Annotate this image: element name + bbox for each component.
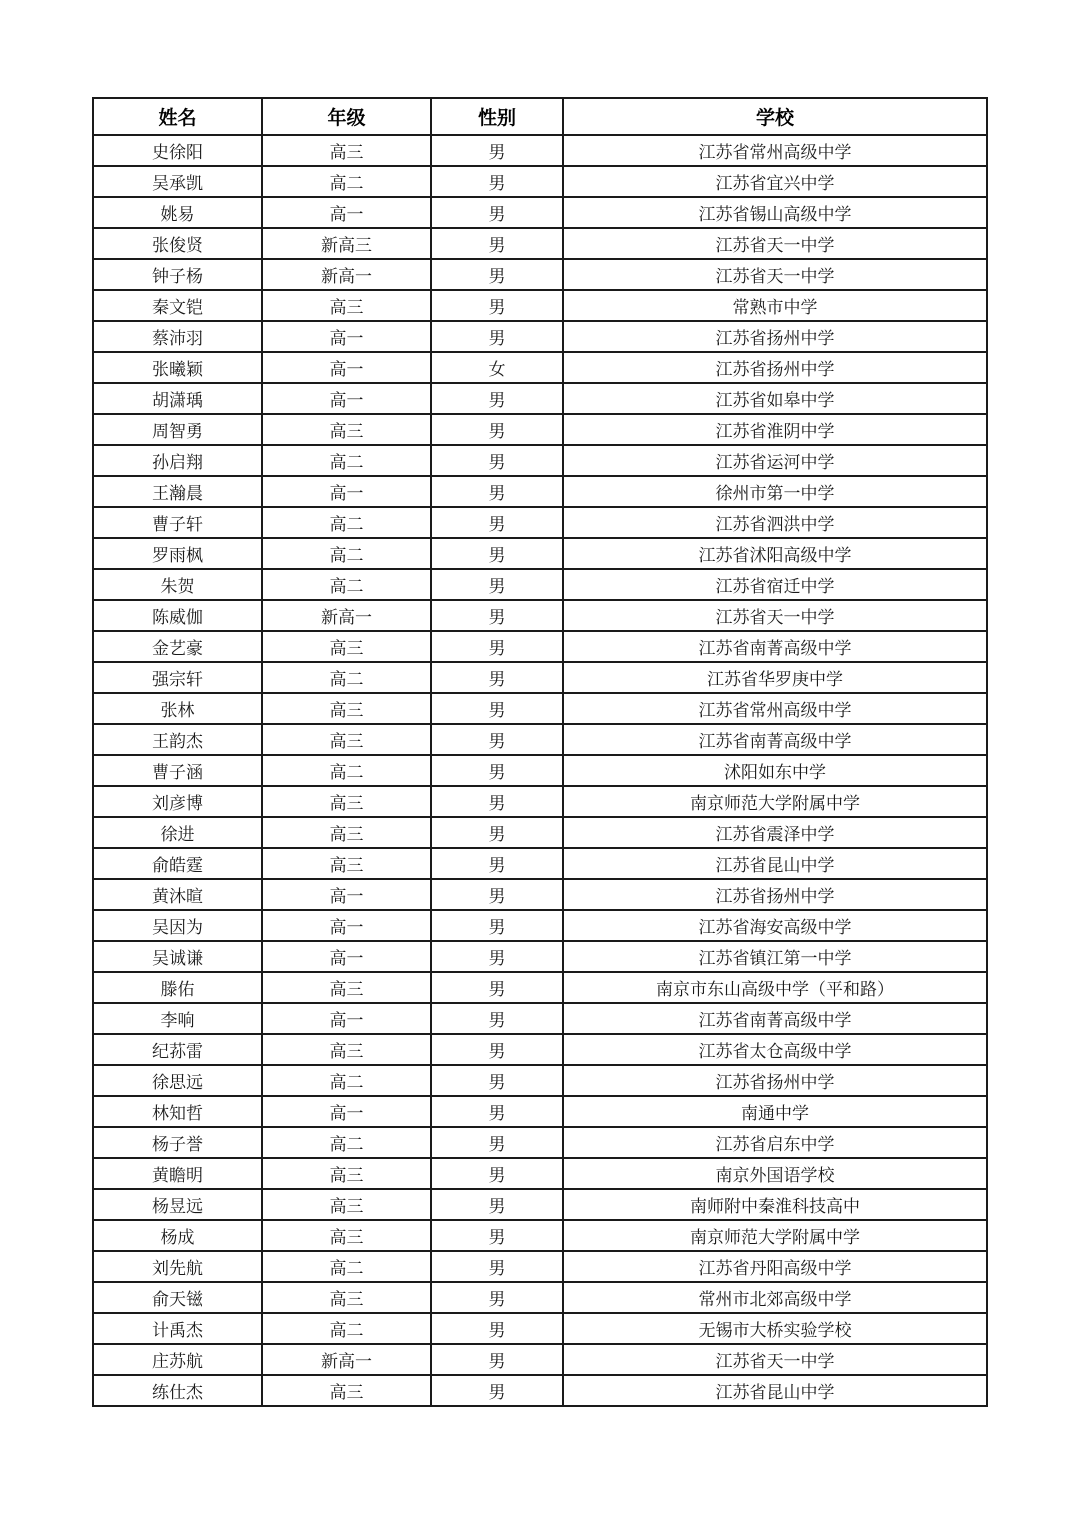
name-cell: 李响: [93, 1003, 262, 1034]
gender-cell: 男: [431, 507, 563, 538]
column-header-gender: 性别: [431, 98, 563, 135]
grade-cell: 高二: [262, 445, 431, 476]
school-cell: 江苏省太仓高级中学: [563, 1034, 987, 1065]
school-cell: 江苏省运河中学: [563, 445, 987, 476]
name-cell: 杨子誉: [93, 1127, 262, 1158]
grade-cell: 高一: [262, 941, 431, 972]
grade-cell: 高三: [262, 1189, 431, 1220]
gender-cell: 男: [431, 693, 563, 724]
school-cell: 江苏省扬州中学: [563, 879, 987, 910]
grade-cell: 高三: [262, 724, 431, 755]
table-row: [93, 445, 987, 476]
gender-cell: 男: [431, 414, 563, 445]
grade-cell: 高三: [262, 848, 431, 879]
gender-cell: 男: [431, 786, 563, 817]
table-row: [93, 228, 987, 259]
school-cell: 江苏省昆山中学: [563, 1375, 987, 1406]
gender-cell: 男: [431, 290, 563, 321]
table-row: [93, 1251, 987, 1282]
gender-cell: 男: [431, 1003, 563, 1034]
school-cell: 江苏省天一中学: [563, 228, 987, 259]
gender-cell: 男: [431, 228, 563, 259]
school-cell: 无锡市大桥实验学校: [563, 1313, 987, 1344]
gender-cell: 男: [431, 848, 563, 879]
grade-cell: 高二: [262, 166, 431, 197]
grade-cell: 高三: [262, 693, 431, 724]
table-row: [93, 1375, 987, 1406]
table-row: [93, 662, 987, 693]
name-cell: 王韵杰: [93, 724, 262, 755]
table-row: [93, 879, 987, 910]
name-cell: 史徐阳: [93, 135, 262, 166]
table-row: [93, 538, 987, 569]
gender-cell: 男: [431, 259, 563, 290]
grade-cell: 高一: [262, 1003, 431, 1034]
grade-cell: 高一: [262, 383, 431, 414]
name-cell: 杨昱远: [93, 1189, 262, 1220]
table-row: [93, 1096, 987, 1127]
table-row: [93, 1282, 987, 1313]
table-row: [93, 941, 987, 972]
gender-cell: 男: [431, 166, 563, 197]
table-row: [93, 197, 987, 228]
table-row: [93, 972, 987, 1003]
school-cell: 江苏省扬州中学: [563, 1065, 987, 1096]
gender-cell: 男: [431, 1034, 563, 1065]
name-cell: 黄瞻明: [93, 1158, 262, 1189]
gender-cell: 男: [431, 879, 563, 910]
school-cell: 江苏省宜兴中学: [563, 166, 987, 197]
table-row: [93, 476, 987, 507]
gender-cell: 男: [431, 476, 563, 507]
table-row: [93, 259, 987, 290]
gender-cell: 男: [431, 1344, 563, 1375]
name-cell: 滕佑: [93, 972, 262, 1003]
school-cell: 江苏省天一中学: [563, 259, 987, 290]
name-cell: 俞皓霆: [93, 848, 262, 879]
name-cell: 吴承凯: [93, 166, 262, 197]
name-cell: 刘先航: [93, 1251, 262, 1282]
school-cell: 南通中学: [563, 1096, 987, 1127]
school-cell: 江苏省南菁高级中学: [563, 631, 987, 662]
school-cell: 江苏省常州高级中学: [563, 693, 987, 724]
grade-cell: 高二: [262, 1065, 431, 1096]
table-row: [93, 1003, 987, 1034]
name-cell: 姚易: [93, 197, 262, 228]
school-cell: 常州市北郊高级中学: [563, 1282, 987, 1313]
name-cell: 张曦颖: [93, 352, 262, 383]
grade-cell: 高三: [262, 631, 431, 662]
name-cell: 金艺豪: [93, 631, 262, 662]
name-cell: 纪荪雷: [93, 1034, 262, 1065]
name-cell: 钟子杨: [93, 259, 262, 290]
school-cell: 南京师范大学附属中学: [563, 1220, 987, 1251]
grade-cell: 高二: [262, 662, 431, 693]
school-cell: 江苏省镇江第一中学: [563, 941, 987, 972]
name-cell: 徐思远: [93, 1065, 262, 1096]
student-roster-table: [92, 97, 988, 1407]
document-page: [92, 97, 986, 1407]
column-header-school: 学校: [563, 98, 987, 135]
name-cell: 练仕杰: [93, 1375, 262, 1406]
table-row: [93, 1127, 987, 1158]
gender-cell: 男: [431, 1282, 563, 1313]
gender-cell: 男: [431, 1127, 563, 1158]
grade-cell: 高一: [262, 321, 431, 352]
school-cell: 江苏省锡山高级中学: [563, 197, 987, 228]
name-cell: 罗雨枫: [93, 538, 262, 569]
name-cell: 庄苏航: [93, 1344, 262, 1375]
table-row: [93, 910, 987, 941]
grade-cell: 高三: [262, 135, 431, 166]
grade-cell: 新高一: [262, 600, 431, 631]
school-cell: 江苏省启东中学: [563, 1127, 987, 1158]
gender-cell: 男: [431, 1375, 563, 1406]
school-cell: 江苏省南菁高级中学: [563, 1003, 987, 1034]
gender-cell: 男: [431, 1096, 563, 1127]
column-header-grade: 年级: [262, 98, 431, 135]
name-cell: 朱贺: [93, 569, 262, 600]
grade-cell: 高三: [262, 414, 431, 445]
table-row: [93, 786, 987, 817]
name-cell: 张俊贤: [93, 228, 262, 259]
name-cell: 黄沐暄: [93, 879, 262, 910]
school-cell: 江苏省扬州中学: [563, 321, 987, 352]
grade-cell: 高三: [262, 1375, 431, 1406]
gender-cell: 男: [431, 135, 563, 166]
name-cell: 孙启翔: [93, 445, 262, 476]
name-cell: 曹子涵: [93, 755, 262, 786]
grade-cell: 高一: [262, 352, 431, 383]
gender-cell: 男: [431, 817, 563, 848]
grade-cell: 高二: [262, 1127, 431, 1158]
table-row: [93, 1034, 987, 1065]
name-cell: 张林: [93, 693, 262, 724]
gender-cell: 男: [431, 631, 563, 662]
gender-cell: 男: [431, 1065, 563, 1096]
table-row: [93, 848, 987, 879]
name-cell: 俞天镃: [93, 1282, 262, 1313]
grade-cell: 高三: [262, 1034, 431, 1065]
name-cell: 周智勇: [93, 414, 262, 445]
table-row: [93, 693, 987, 724]
table-body: [93, 135, 987, 1406]
table-row: [93, 569, 987, 600]
grade-cell: 高二: [262, 507, 431, 538]
school-cell: 常熟市中学: [563, 290, 987, 321]
school-cell: 沭阳如东中学: [563, 755, 987, 786]
gender-cell: 男: [431, 1251, 563, 1282]
gender-cell: 男: [431, 197, 563, 228]
gender-cell: 男: [431, 755, 563, 786]
grade-cell: 高二: [262, 569, 431, 600]
gender-cell: 男: [431, 538, 563, 569]
table-row: [93, 1220, 987, 1251]
school-cell: 江苏省华罗庚中学: [563, 662, 987, 693]
school-cell: 南京市东山高级中学（平和路）: [563, 972, 987, 1003]
column-header-name: 姓名: [93, 98, 262, 135]
grade-cell: 高二: [262, 1251, 431, 1282]
school-cell: 江苏省天一中学: [563, 1344, 987, 1375]
gender-cell: 男: [431, 321, 563, 352]
name-cell: 吴因为: [93, 910, 262, 941]
grade-cell: 高一: [262, 879, 431, 910]
table-row: [93, 321, 987, 352]
gender-cell: 男: [431, 724, 563, 755]
school-cell: 南师附中秦淮科技高中: [563, 1189, 987, 1220]
grade-cell: 高一: [262, 197, 431, 228]
school-cell: 江苏省丹阳高级中学: [563, 1251, 987, 1282]
name-cell: 强宗轩: [93, 662, 262, 693]
table-row: [93, 755, 987, 786]
gender-cell: 男: [431, 569, 563, 600]
school-cell: 江苏省沭阳高级中学: [563, 538, 987, 569]
school-cell: 江苏省淮阴中学: [563, 414, 987, 445]
school-cell: 南京外国语学校: [563, 1158, 987, 1189]
school-cell: 江苏省南菁高级中学: [563, 724, 987, 755]
table-row: [93, 1158, 987, 1189]
table-row: [93, 1313, 987, 1344]
grade-cell: 新高一: [262, 259, 431, 290]
gender-cell: 男: [431, 445, 563, 476]
gender-cell: 男: [431, 972, 563, 1003]
gender-cell: 男: [431, 941, 563, 972]
gender-cell: 男: [431, 1158, 563, 1189]
grade-cell: 高三: [262, 1158, 431, 1189]
grade-cell: 高一: [262, 476, 431, 507]
table-row: [93, 414, 987, 445]
table-row: [93, 600, 987, 631]
grade-cell: 新高三: [262, 228, 431, 259]
name-cell: 蔡沛羽: [93, 321, 262, 352]
gender-cell: 男: [431, 383, 563, 414]
school-cell: 江苏省天一中学: [563, 600, 987, 631]
name-cell: 杨成: [93, 1220, 262, 1251]
gender-cell: 男: [431, 662, 563, 693]
school-cell: 江苏省宿迁中学: [563, 569, 987, 600]
grade-cell: 高二: [262, 538, 431, 569]
name-cell: 林知哲: [93, 1096, 262, 1127]
gender-cell: 男: [431, 600, 563, 631]
table-row: [93, 724, 987, 755]
name-cell: 刘彦博: [93, 786, 262, 817]
grade-cell: 高三: [262, 817, 431, 848]
table-row: [93, 1189, 987, 1220]
school-cell: 江苏省扬州中学: [563, 352, 987, 383]
gender-cell: 男: [431, 1313, 563, 1344]
gender-cell: 男: [431, 910, 563, 941]
name-cell: 计禹杰: [93, 1313, 262, 1344]
table-row: [93, 631, 987, 662]
table-row: [93, 166, 987, 197]
name-cell: 秦文铠: [93, 290, 262, 321]
grade-cell: 高三: [262, 1220, 431, 1251]
table-row: [93, 383, 987, 414]
grade-cell: 高二: [262, 1313, 431, 1344]
gender-cell: 男: [431, 1189, 563, 1220]
school-cell: 南京师范大学附属中学: [563, 786, 987, 817]
name-cell: 曹子轩: [93, 507, 262, 538]
school-cell: 江苏省海安高级中学: [563, 910, 987, 941]
school-cell: 江苏省泗洪中学: [563, 507, 987, 538]
table-row: [93, 1065, 987, 1096]
table-row: [93, 507, 987, 538]
name-cell: 王瀚晨: [93, 476, 262, 507]
school-cell: 江苏省昆山中学: [563, 848, 987, 879]
grade-cell: 高三: [262, 290, 431, 321]
grade-cell: 高三: [262, 1282, 431, 1313]
grade-cell: 高二: [262, 755, 431, 786]
table-row: [93, 817, 987, 848]
grade-cell: 高三: [262, 972, 431, 1003]
grade-cell: 高一: [262, 1096, 431, 1127]
school-cell: 江苏省如皋中学: [563, 383, 987, 414]
grade-cell: 高三: [262, 786, 431, 817]
school-cell: 江苏省常州高级中学: [563, 135, 987, 166]
name-cell: 徐进: [93, 817, 262, 848]
grade-cell: 高一: [262, 910, 431, 941]
table-header-row: [93, 98, 987, 135]
name-cell: 吴诚谦: [93, 941, 262, 972]
name-cell: 胡潇瑀: [93, 383, 262, 414]
school-cell: 江苏省震泽中学: [563, 817, 987, 848]
table-row: [93, 290, 987, 321]
table-row: [93, 135, 987, 166]
name-cell: 陈威伽: [93, 600, 262, 631]
table-row: [93, 1344, 987, 1375]
gender-cell: 男: [431, 1220, 563, 1251]
grade-cell: 新高一: [262, 1344, 431, 1375]
table-row: [93, 352, 987, 383]
school-cell: 徐州市第一中学: [563, 476, 987, 507]
gender-cell: 女: [431, 352, 563, 383]
